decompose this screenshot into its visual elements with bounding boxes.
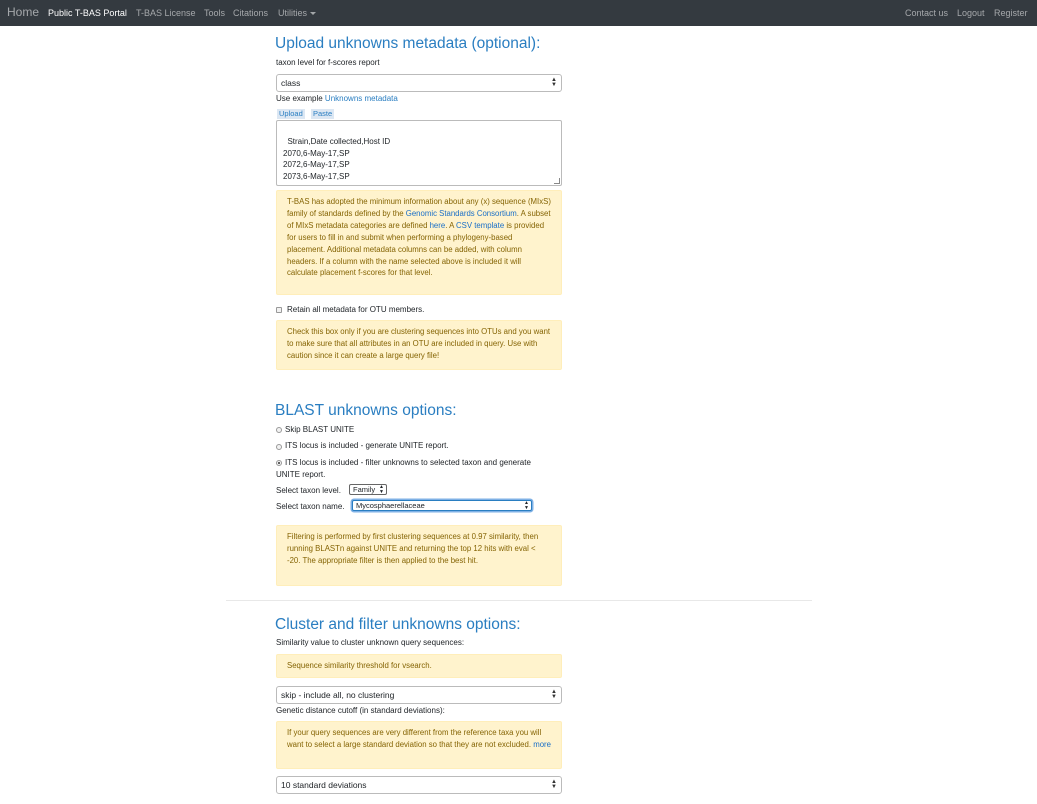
nav-utilities-label: Utilities (278, 8, 308, 18)
distance-info-text: If your query sequences are very different from the reference taxa you will want to select a large standard deviation so that they are not excluded. (287, 728, 542, 749)
nav-tbas-license[interactable]: T-BAS License (136, 8, 196, 18)
section-divider (226, 600, 812, 601)
its-filter-label-line1: ITS locus is included - filter unknowns to selected taxon and generate (285, 458, 531, 467)
distance-more-link[interactable]: more (533, 739, 551, 749)
metadata-section-title: Upload unknowns metadata (optional): (275, 35, 541, 52)
top-navbar (0, 0, 1037, 26)
blast-filtering-info-alert: Filtering is performed by first clustering sequences at 0.97 similarity, then running BLASTn against UNITE and returning the top 12 hits with eval < -20. The appropriate filter is then applied to the best hit. (276, 525, 562, 586)
its-generate-radio[interactable] (276, 444, 282, 450)
tab-paste[interactable]: Paste (313, 109, 333, 118)
csv-template-link[interactable]: CSV template (456, 220, 505, 230)
use-example-line (276, 94, 398, 103)
similarity-select[interactable] (276, 686, 562, 704)
similarity-label: Similarity value to cluster unknown query sequences: (276, 638, 465, 647)
tab-upload[interactable]: Upload (279, 109, 303, 118)
resize-handle-icon[interactable] (554, 178, 560, 184)
retain-metadata-label: Retain all metadata for OTU members. (287, 305, 425, 314)
its-generate-label: ITS locus is included - generate UNITE report. (285, 441, 449, 450)
select-arrows-icon: ▲ ▼ (551, 779, 557, 790)
nav-tools[interactable]: Tools (204, 8, 226, 18)
nav-contact-us[interactable]: Contact us (905, 8, 949, 18)
mixs-info-text-1: T-BAS has adopted the minimum information about any (x) sequence (MIxS) family of standards defined by the (287, 197, 551, 218)
nav-citations[interactable]: Citations (233, 8, 269, 18)
nav-public-tbas-portal[interactable]: Public T-BAS Portal (48, 8, 127, 18)
retain-metadata-checkbox[interactable] (276, 307, 282, 313)
select-arrows-icon: ▲ ▼ (551, 77, 557, 88)
taxon-level-fscores-value: class (281, 78, 301, 88)
distance-cutoff-label: Genetic distance cutoff (in standard deviations): (276, 706, 445, 715)
taxon-level-select[interactable] (349, 484, 387, 495)
nav-register[interactable]: Register (994, 8, 1028, 18)
skip-blast-radio[interactable] (276, 427, 282, 433)
mixs-info-text-2: . A subset of MIxS metadata categories are defined (287, 208, 551, 230)
mixs-info-text-4: is provided for users to fill in and submit when performing a phylogeny-based placement. Additional metadata columns can be added, with column headers. If a column with the name selected above is included it will calculate placement f-scores for that level. (287, 220, 545, 278)
taxon-name-select[interactable] (352, 500, 532, 511)
nav-utilities-dropdown[interactable] (278, 8, 316, 18)
metadata-textarea-content: Strain,Date collected,Host ID 2070,6-May-17,SP 2072,6-May-17,SP 2073,6-May-17,SP (283, 136, 391, 182)
select-arrows-icon: ▲ ▼ (551, 689, 557, 700)
similarity-value: skip - include all, no clustering (281, 690, 395, 700)
use-example-text: Use example (276, 94, 325, 103)
blast-section-title: BLAST unknowns options: (275, 402, 457, 419)
unknowns-metadata-link[interactable]: Unknowns metadata (324, 94, 398, 103)
select-arrows-icon: ▲ ▼ (524, 500, 529, 511)
mixs-categories-here-link[interactable]: here (429, 220, 446, 230)
distance-info-alert (276, 721, 562, 769)
metadata-paste-textarea[interactable] (276, 120, 562, 186)
its-filter-label-line2: UNITE report. (276, 470, 326, 479)
similarity-info-alert: Sequence similarity threshold for vsearch. (276, 654, 562, 678)
chevron-down-icon (310, 12, 316, 15)
taxon-level-value: Family (353, 485, 376, 494)
cluster-section-title: Cluster and filter unknowns options: (275, 616, 521, 633)
home-brand-link[interactable]: Home (7, 5, 40, 19)
taxon-name-label: Select taxon name. (276, 502, 345, 511)
taxon-name-value: Mycosphaerellaceae (356, 501, 425, 510)
distance-cutoff-value: 10 standard deviations (281, 780, 367, 790)
retain-metadata-info-alert: Check this box only if you are clustering sequences into OTUs and you want to make sure that all attributes in an OTU are included in query. Use with caution since it can create a large query file! (276, 320, 562, 370)
taxon-level-fscores-select[interactable] (276, 74, 562, 92)
distance-cutoff-select[interactable] (276, 776, 562, 794)
skip-blast-label: Skip BLAST UNITE (285, 425, 355, 434)
mixs-info-alert (276, 190, 562, 295)
genomic-standards-consortium-link[interactable]: Genomic Standards Consortium (405, 208, 517, 218)
taxon-level-label: Select taxon level. (276, 486, 341, 495)
taxon-level-fscores-label: taxon level for f-scores report (276, 58, 380, 67)
mixs-info-text-3: . A (445, 220, 457, 230)
nav-logout[interactable]: Logout (957, 8, 985, 18)
select-arrows-icon: ▲ ▼ (379, 484, 384, 495)
its-filter-radio[interactable] (276, 460, 282, 466)
